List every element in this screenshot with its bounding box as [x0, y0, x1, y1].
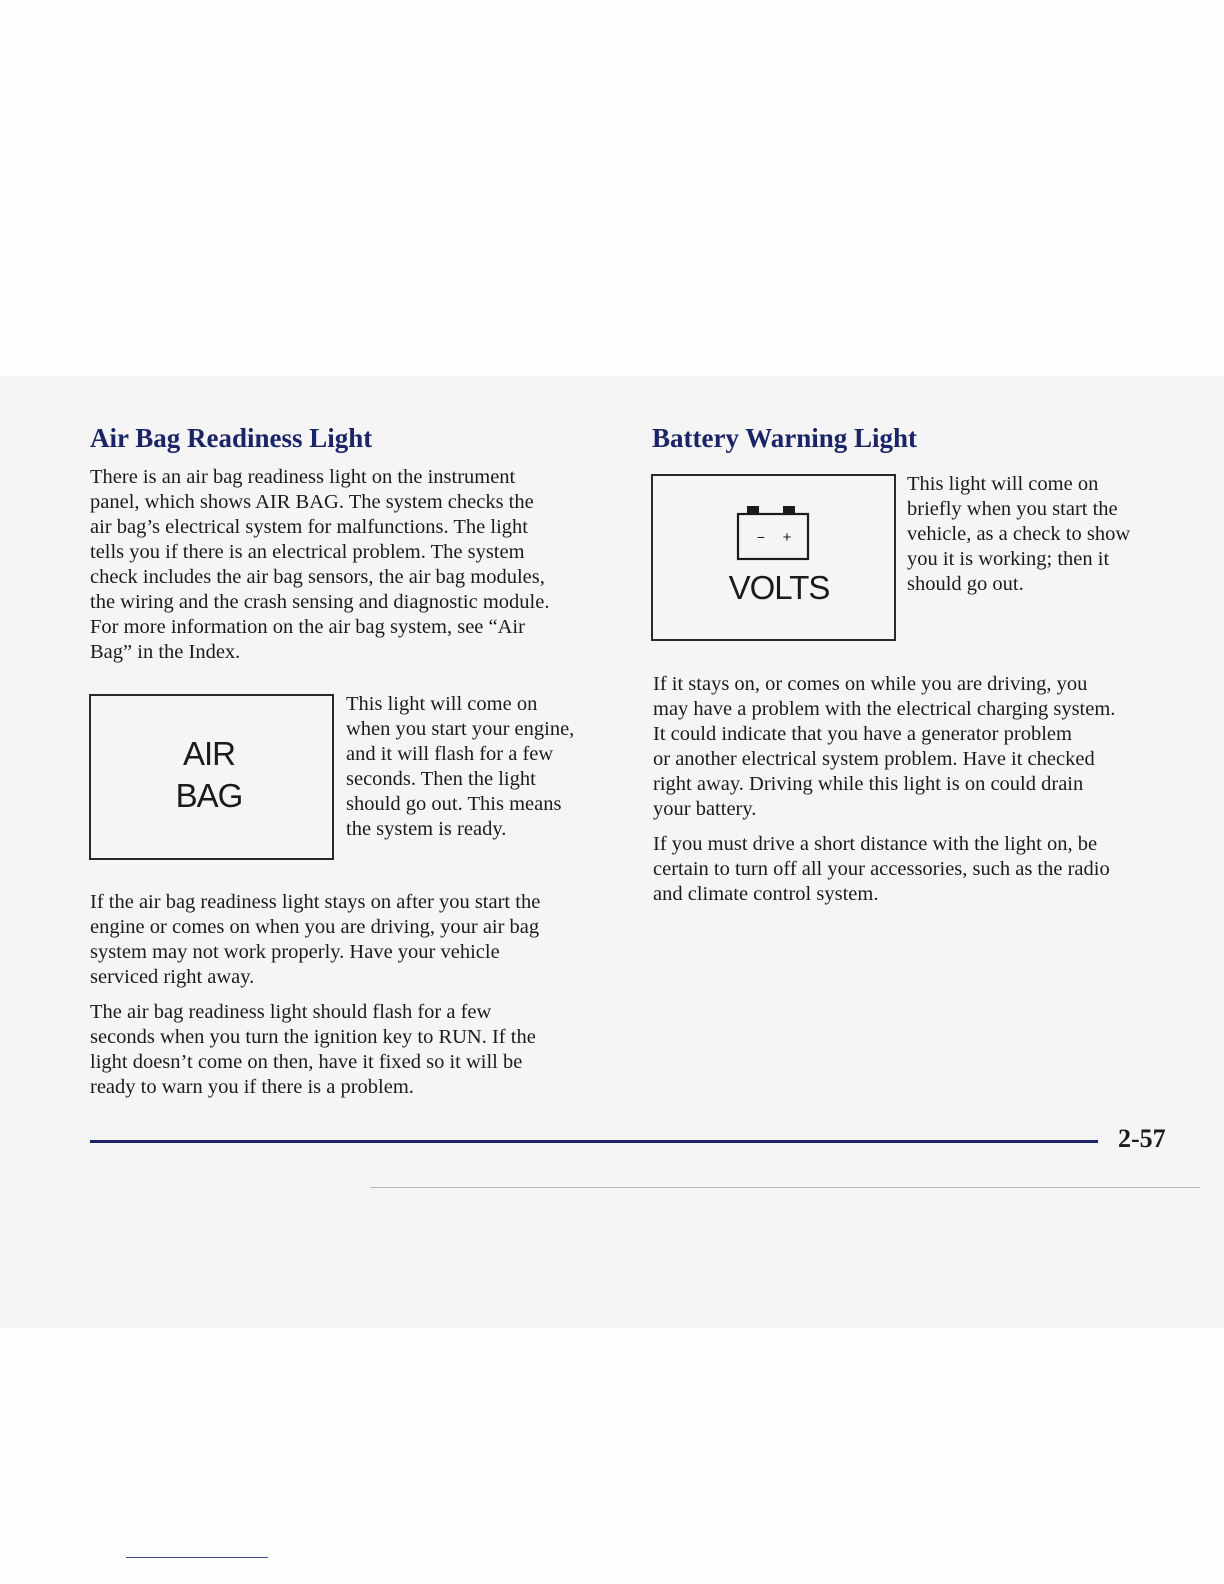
text-line: If the air bag readiness light stays on after you start the: [90, 891, 541, 913]
air-bag-paragraph-2: [90, 890, 620, 990]
bottom-left-short-rule: [126, 1557, 268, 1558]
text-line: Bag” in the Index.: [90, 641, 241, 663]
battery-heading: Battery Warning Light: [652, 423, 918, 453]
footer-rule: [90, 1140, 1098, 1143]
battery-paragraph-2: [653, 832, 1193, 907]
text-line: If you must drive a short distance with the light on, be: [653, 833, 1098, 855]
text-line: the system is ready.: [346, 818, 507, 840]
text-line: air bag’s electrical system for malfunctions. The light: [90, 516, 528, 538]
text-line: seconds when you turn the ignition key to RUN. If the: [90, 1026, 536, 1048]
text-line: when you start your engine,: [346, 718, 575, 740]
air-bag-indicator-label: [91, 733, 327, 817]
text-line: seconds. Then the light: [346, 768, 536, 790]
text-line: This light will come on: [346, 693, 538, 715]
text-line: tells you if there is an electrical problem. The system: [90, 541, 525, 563]
air-bag-intro-paragraph: [90, 465, 620, 665]
text-line: There is an air bag readiness light on the instrument: [90, 466, 516, 488]
battery-indicator-box: [651, 474, 896, 641]
text-line: This light will come on: [907, 473, 1099, 495]
air-bag-indicator-line-2: BAG: [175, 777, 243, 814]
text-line: system may not work properly. Have your vehicle: [90, 941, 500, 963]
air-bag-indicator-caption: [346, 692, 616, 842]
battery-icon: [735, 504, 815, 568]
text-line: you it is working; then it: [907, 548, 1110, 570]
text-line: right away. Driving while this light is on could drain: [653, 773, 1084, 795]
text-line: ready to warn you if there is a problem.: [90, 1076, 414, 1098]
text-line: your battery.: [653, 798, 757, 820]
air-bag-paragraph-3: [90, 1000, 620, 1100]
text-line: should go out. This means: [346, 793, 562, 815]
text-line: panel, which shows AIR BAG. The system checks the: [90, 491, 534, 513]
text-line: certain to turn off all your accessories, such as the radio: [653, 858, 1110, 880]
air-bag-indicator-line-1: AIR: [182, 735, 235, 772]
battery-minus-sign: −: [756, 529, 766, 545]
text-line: The air bag readiness light should flash for a few: [90, 1001, 492, 1023]
page-number: 2-57: [1118, 1124, 1166, 1153]
text-line: engine or comes on when you are driving, your air bag: [90, 916, 540, 938]
text-line: briefly when you start the: [907, 498, 1118, 520]
text-line: or another electrical system problem. Have it checked: [653, 748, 1095, 770]
air-bag-indicator-box: [89, 694, 334, 860]
bottom-rule: [370, 1187, 1200, 1188]
text-line: light doesn’t come on then, have it fixed so it will be: [90, 1051, 523, 1073]
text-line: may have a problem with the electrical charging system.: [653, 698, 1116, 720]
text-line: serviced right away.: [90, 966, 255, 988]
text-line: For more information on the air bag system, see “Air: [90, 616, 525, 638]
battery-plus-sign: +: [782, 529, 792, 546]
volts-label: VOLTS: [728, 569, 830, 606]
battery-paragraph-1: [653, 672, 1193, 822]
battery-indicator-caption: [907, 472, 1187, 597]
text-line: vehicle, as a check to show: [907, 523, 1131, 545]
text-line: If it stays on, or comes on while you are driving, you: [653, 673, 1088, 695]
text-line: the wiring and the crash sensing and diagnostic module.: [90, 591, 550, 613]
text-line: should go out.: [907, 573, 1024, 595]
battery-body: [738, 514, 808, 559]
text-line: It could indicate that you have a generator problem: [653, 723, 1072, 745]
text-line: and it will flash for a few: [346, 743, 554, 765]
air-bag-heading: Air Bag Readiness Light: [90, 423, 373, 453]
text-line: check includes the air bag sensors, the air bag modules,: [90, 566, 545, 588]
text-line: and climate control system.: [653, 883, 879, 905]
